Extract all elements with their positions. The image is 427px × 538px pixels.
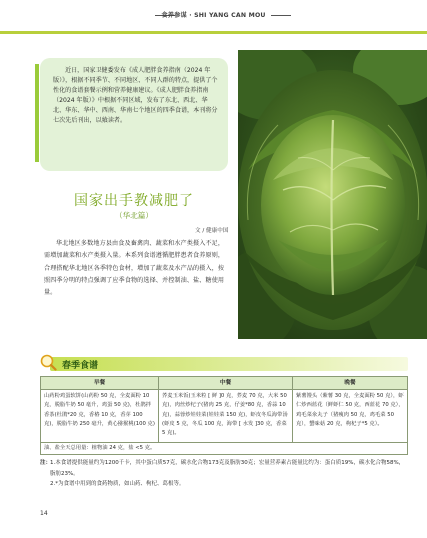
article-headline: 国家出手教减肥了	[74, 193, 194, 209]
dinner-cell: 紫薯馒头（紫薯 30 克，全麦面粉 50 克），虾仁炒西蓝花（鲜虾仁 50 克，西蓝花 70 克），鸡毛菜氽丸子（猪瘦肉 50 克，鸡毛菜 50 克），蟹味菇 20 克，枸杞子*5 克）。	[293, 390, 408, 443]
article-byline: 文 / 健康中国	[195, 228, 229, 234]
intro-paragraph: 近日，国家卫健委发布《成人肥胖食养指南（2024 年版）》，根据不同季节、不同地区、不同人群的特点，提供了个性化的食谱套餐示例和营养健康建议。《成人肥胖食养指南（2024 年版）》中根据不同区域，发布了东北、西北、华北、华东、华中、西南、华南七个地区的四季食谱，本刊将分七次先后刊出，以飨读者。	[53, 67, 218, 124]
magnifier-icon	[40, 354, 57, 371]
meal-table-header-row	[41, 377, 408, 390]
note-tag	[40, 479, 50, 490]
cabbage-illustration	[238, 50, 427, 339]
note-item	[40, 479, 408, 490]
breakfast-cell: 山药粉鸡蛋软饼(山药粉 50 克，全麦面粉 10 克，脱脂牛奶 50 毫升，鸡蛋 50 克)，杜鹃拌香茶(杜鹃*20 克，香椿 10 克，香芽 100 克)，脱脂牛奶 250 毫升，黄心猕猴桃(100 克)	[41, 390, 159, 443]
meal-table-footer-row	[41, 443, 408, 455]
meal-table-row	[41, 390, 408, 443]
article-subtitle: （华北篇）	[115, 211, 153, 220]
cabbage-photo	[238, 50, 427, 339]
header-accent-bar	[0, 31, 427, 34]
header-breakfast: 早餐	[41, 377, 159, 390]
section-title: 春季食谱	[62, 361, 99, 371]
oil-salt-note: 油、盐全天总用量：植物油 24 克，盐 <5 克。	[41, 443, 408, 455]
header-rule-right	[271, 15, 291, 16]
notes	[40, 458, 408, 490]
page-header	[0, 0, 427, 34]
note-item	[40, 458, 408, 479]
lunch-cell: 荞麦玉米饭(玉米粒 [ 鲜 ]0 克，荞麦 70 克，大米 50 克)，肉丝炒杞子(猪肉 25 克，仔姜*80 克，香蒜 10 克)，蒜蓉炒娃娃菜(娃娃菜 150 克)，虾皮冬瓜海带汤(虾皮 5 克，冬瓜 100 克，海带 [ 水发 ]30 克，香菜 5 克)。	[159, 390, 293, 443]
header-dinner: 晚餐	[293, 377, 408, 390]
note-text: 1.本食谱提供能量约为1200千卡，其中蛋白质57克，碳水化合物173克及脂肪30克；宏量营养素占能量比约为：蛋白质19%，碳水化合物58%，脂肪23%。	[50, 460, 405, 477]
page-number: 14	[40, 510, 48, 517]
note-tag: 注：	[40, 460, 52, 466]
intro-accent-bar	[35, 64, 39, 162]
note-text: 2.*为食谱中用到的食药物质，如山药、枸杞、葛根等。	[50, 481, 185, 487]
column-title: 食养参谋 · SHI YANG CAN MOU	[161, 12, 266, 19]
intro-box	[40, 58, 228, 171]
article-body: 华北地区多数地方县由食及畜禽肉、蔬菜和水产类摄入不足，需增加蔬菜和水产类摄入量。本系列食谱遵循肥胖患者食养原则，合理搭配华北地区各季特色食材，增加了蔬菜及水产品的摄入，按照四季分明的特点强调了应季食物的选择、并控制油、盐、糖使用量。	[44, 240, 224, 297]
section-heading-band	[50, 357, 408, 371]
section-heading	[40, 354, 408, 373]
meal-table	[40, 376, 408, 455]
header-lunch: 中餐	[159, 377, 293, 390]
